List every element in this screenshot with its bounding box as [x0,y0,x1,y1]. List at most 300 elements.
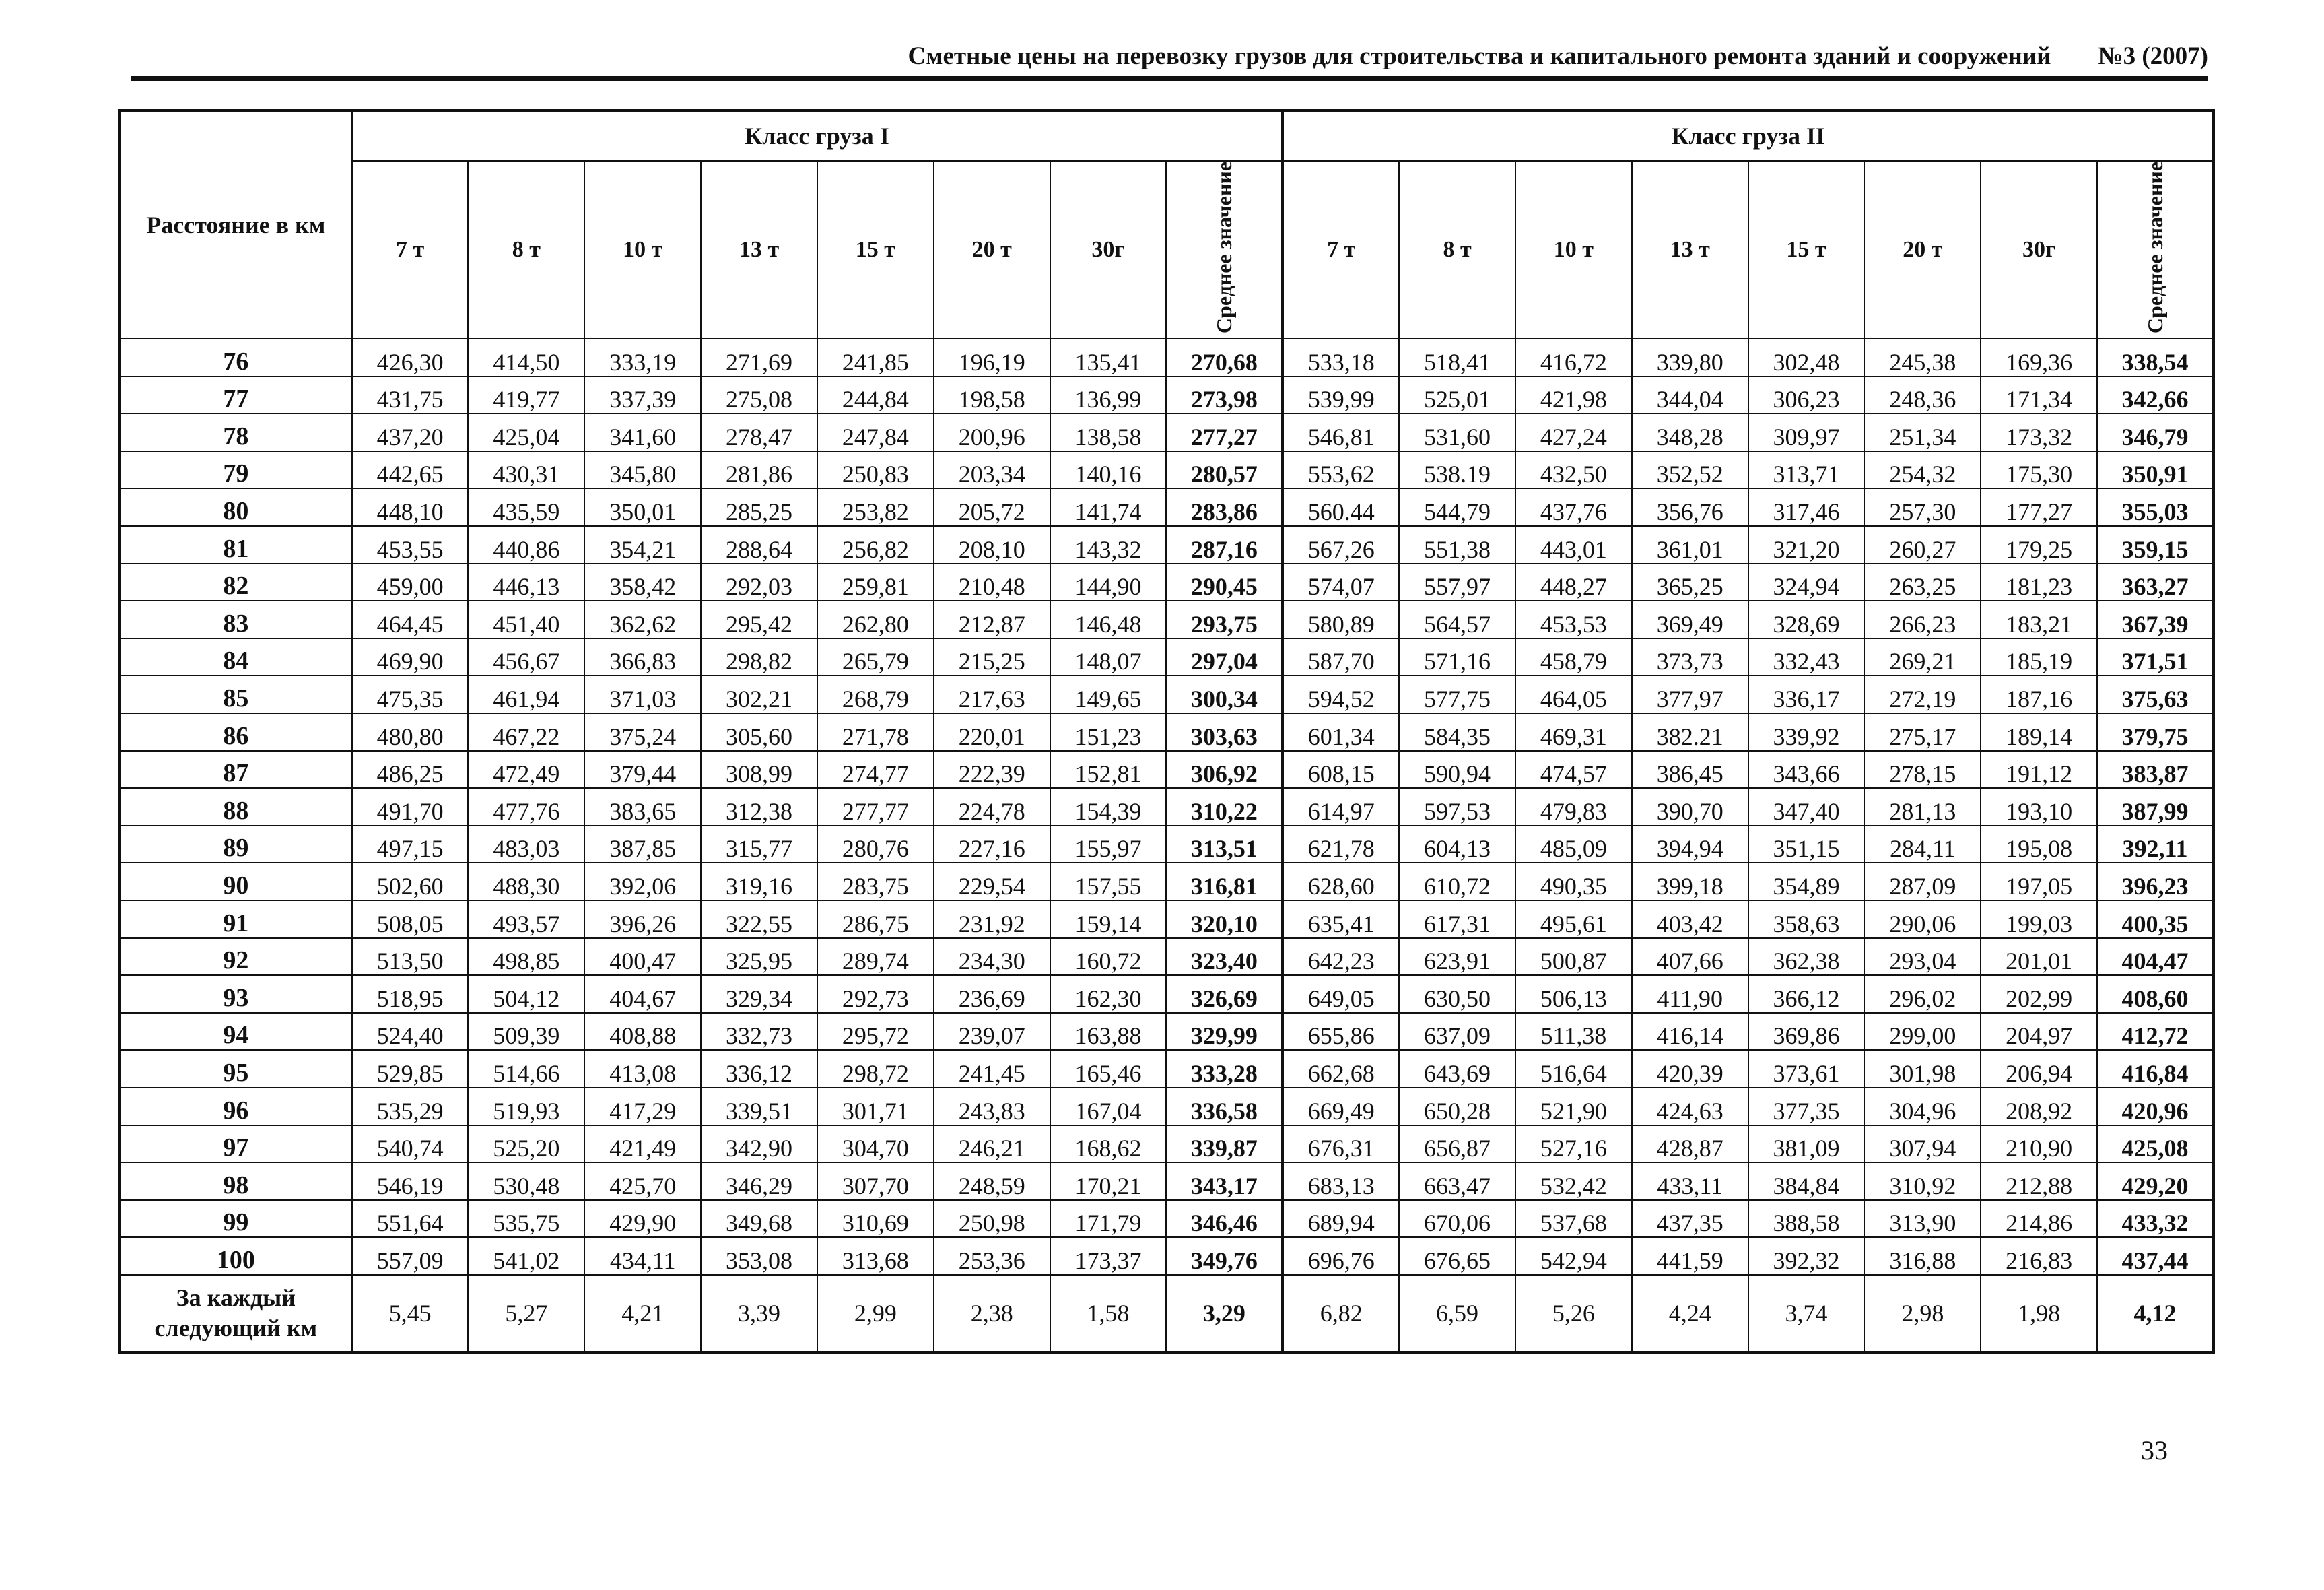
price-cell: 241,85 [817,339,934,376]
price-cell: 587,70 [1283,638,1399,676]
price-cell: 292,73 [817,975,934,1013]
average-cell: 412,72 [2097,1013,2214,1051]
price-cell: 254,32 [1864,451,1981,489]
price-cell: 373,61 [1748,1050,1865,1088]
price-cell: 498,85 [468,938,584,976]
price-cell: 201,01 [1981,938,2097,976]
price-cell: 504,12 [468,975,584,1013]
price-cell: 437,35 [1632,1200,1748,1238]
column-header-label: 20 т [1903,237,1943,263]
average-cell: 371,51 [2097,638,2214,676]
price-cell: 557,09 [352,1237,469,1275]
price-cell: 577,75 [1399,675,1515,713]
price-cell: 459,00 [352,564,469,601]
price-cell: 421,98 [1515,376,1632,414]
price-cell: 193,10 [1981,788,2097,826]
price-cell: 220,01 [934,713,1050,751]
column-header-label: 8 т [1443,237,1472,263]
price-cell: 347,40 [1748,788,1865,826]
price-cell: 290,06 [1864,900,1981,938]
price-cell: 212,87 [934,601,1050,638]
distance-cell: 81 [119,526,352,564]
price-cell: 343,66 [1748,751,1865,789]
price-cell: 601,34 [1283,713,1399,751]
price-cell: 157,55 [1050,863,1167,900]
price-cell: 170,21 [1050,1162,1167,1200]
distance-cell: 89 [119,826,352,863]
price-cell: 295,72 [817,1013,934,1051]
table-row [119,826,2214,863]
price-cell: 518,41 [1399,339,1515,376]
price-cell: 597,53 [1399,788,1515,826]
price-cell: 257,30 [1864,488,1981,526]
price-cell: 358,63 [1748,900,1865,938]
group-header-class-2: Класс груза II [1283,110,2214,161]
price-cell: 287,09 [1864,863,1981,900]
price-cell: 424,63 [1632,1088,1748,1125]
average-cell: 350,91 [2097,451,2214,489]
table-row [119,1088,2214,1125]
column-header-class-1-2 [468,161,584,339]
price-cell: 663,47 [1399,1162,1515,1200]
price-cell: 369,86 [1748,1013,1865,1051]
price-cell: 387,85 [584,826,701,863]
price-cell: 469,31 [1515,713,1632,751]
average-cell: 363,27 [2097,564,2214,601]
average-cell: 416,84 [2097,1050,2214,1088]
price-cell: 475,35 [352,675,469,713]
price-cell: 315,77 [701,826,817,863]
price-cell: 160,72 [1050,938,1167,976]
price-cell: 379,44 [584,751,701,789]
price-cell: 278,15 [1864,751,1981,789]
price-cell: 608,15 [1283,751,1399,789]
price-cell: 514,66 [468,1050,584,1088]
price-cell: 202,99 [1981,975,2097,1013]
price-cell: 464,05 [1515,675,1632,713]
price-cell: 519,93 [468,1088,584,1125]
distance-cell: 96 [119,1088,352,1125]
price-cell: 281,13 [1864,788,1981,826]
price-cell: 472,49 [468,751,584,789]
price-cell: 650,28 [1399,1088,1515,1125]
price-cell: 206,94 [1981,1050,2097,1088]
price-cell: 513,50 [352,938,469,976]
per-km-cell: 3,39 [701,1275,817,1352]
price-cell: 179,25 [1981,526,2097,564]
price-cell: 500,87 [1515,938,1632,976]
price-cell: 689,94 [1283,1200,1399,1238]
price-cell: 333,19 [584,339,701,376]
price-cell: 435,59 [468,488,584,526]
price-cell: 146,48 [1050,601,1167,638]
price-cell: 696,76 [1283,1237,1399,1275]
price-cell: 304,96 [1864,1088,1981,1125]
distance-cell: 79 [119,451,352,489]
average-cell: 320,10 [1166,900,1283,938]
price-cell: 148,07 [1050,638,1167,676]
per-km-cell: 2,98 [1864,1275,1981,1352]
price-cell: 488,30 [468,863,584,900]
price-cell: 189,14 [1981,713,2097,751]
average-cell: 316,81 [1166,863,1283,900]
table-row [119,1013,2214,1051]
price-cell: 312,38 [701,788,817,826]
table-row [119,1050,2214,1088]
price-cell: 288,64 [701,526,817,564]
price-cell: 656,87 [1399,1125,1515,1163]
average-cell: 280,57 [1166,451,1283,489]
price-cell: 495,61 [1515,900,1632,938]
price-cell: 617,31 [1399,900,1515,938]
price-cell: 458,79 [1515,638,1632,676]
table-row [119,376,2214,414]
price-cell: 509,39 [468,1013,584,1051]
price-cell: 443,01 [1515,526,1632,564]
price-cell: 604,13 [1399,826,1515,863]
price-cell: 669,49 [1283,1088,1399,1125]
price-cell: 138,58 [1050,413,1167,451]
price-cell: 307,70 [817,1162,934,1200]
average-cell: 387,99 [2097,788,2214,826]
distance-cell: 99 [119,1200,352,1238]
price-cell: 339,51 [701,1088,817,1125]
price-cell: 479,83 [1515,788,1632,826]
table-row [119,488,2214,526]
price-cell: 643,69 [1399,1050,1515,1088]
price-cell: 215,25 [934,638,1050,676]
price-cell: 168,62 [1050,1125,1167,1163]
table-row [119,788,2214,826]
price-cell: 236,69 [934,975,1050,1013]
price-cell: 535,29 [352,1088,469,1125]
price-cell: 346,29 [701,1162,817,1200]
average-cell: 326,69 [1166,975,1283,1013]
table-row [119,751,2214,789]
price-cell: 637,09 [1399,1013,1515,1051]
document-title: Сметные цены на перевозку грузов для строительства и капитального ремонта зданий и сооружений [908,42,2051,70]
price-cell: 224,78 [934,788,1050,826]
price-cell: 302,48 [1748,339,1865,376]
average-cell: 287,16 [1166,526,1283,564]
column-header-class-1-4 [701,161,817,339]
price-cell: 309,97 [1748,413,1865,451]
price-cell: 511,38 [1515,1013,1632,1051]
price-cell: 399,18 [1632,863,1748,900]
distance-cell: 92 [119,938,352,976]
price-table [118,109,2215,1354]
price-cell: 403,42 [1632,900,1748,938]
price-cell: 434,11 [584,1237,701,1275]
price-cell: 538.19 [1399,451,1515,489]
average-cell: 437,44 [2097,1237,2214,1275]
column-header-label: 8 т [512,237,541,263]
price-cell: 298,82 [701,638,817,676]
price-cell: 524,40 [352,1013,469,1051]
price-cell: 251,34 [1864,413,1981,451]
price-cell: 361,01 [1632,526,1748,564]
price-cell: 541,02 [468,1237,584,1275]
price-cell: 305,60 [701,713,817,751]
distance-cell: 84 [119,638,352,676]
price-cell: 319,16 [701,863,817,900]
price-cell: 425,04 [468,413,584,451]
average-cell: 343,17 [1166,1162,1283,1200]
price-cell: 265,79 [817,638,934,676]
average-cell: 277,27 [1166,413,1283,451]
price-cell: 143,32 [1050,526,1167,564]
price-cell: 420,39 [1632,1050,1748,1088]
table-row [119,1200,2214,1238]
price-cell: 204,97 [1981,1013,2097,1051]
price-cell: 195,08 [1981,826,2097,863]
average-cell: 383,87 [2097,751,2214,789]
price-cell: 628,60 [1283,863,1399,900]
average-cell: 408,60 [2097,975,2214,1013]
table-row [119,564,2214,601]
average-cell: 429,20 [2097,1162,2214,1200]
price-cell: 546,19 [352,1162,469,1200]
price-cell: 490,35 [1515,863,1632,900]
group-header-class-1: Класс груза I [352,110,1283,161]
price-cell: 426,30 [352,339,469,376]
price-cell: 313,90 [1864,1200,1981,1238]
price-cell: 275,08 [701,376,817,414]
per-additional-km-row [119,1275,2214,1352]
price-cell: 407,66 [1632,938,1748,976]
average-cell: 306,92 [1166,751,1283,789]
average-cell: 396,23 [2097,863,2214,900]
price-cell: 621,78 [1283,826,1399,863]
price-cell: 208,92 [1981,1088,2097,1125]
distance-cell: 76 [119,339,352,376]
price-cell: 336,12 [701,1050,817,1088]
price-cell: 451,40 [468,601,584,638]
per-km-cell: 2,99 [817,1275,934,1352]
price-cell: 250,98 [934,1200,1050,1238]
price-cell: 610,72 [1399,863,1515,900]
price-cell: 197,05 [1981,863,2097,900]
distance-cell: 90 [119,863,352,900]
price-cell: 307,94 [1864,1125,1981,1163]
column-header-label: 30г [2022,237,2056,263]
price-cell: 614,97 [1283,788,1399,826]
distance-cell: 83 [119,601,352,638]
price-cell: 486,25 [352,751,469,789]
price-cell: 272,19 [1864,675,1981,713]
price-cell: 416,72 [1515,339,1632,376]
price-cell: 491,70 [352,788,469,826]
column-header-class-1-5 [817,161,934,339]
price-cell: 392,06 [584,863,701,900]
average-cell: 404,47 [2097,938,2214,976]
price-cell: 295,42 [701,601,817,638]
price-cell: 408,88 [584,1013,701,1051]
price-cell: 354,21 [584,526,701,564]
price-cell: 140,16 [1050,451,1167,489]
price-cell: 437,20 [352,413,469,451]
price-cell: 285,25 [701,488,817,526]
price-cell: 388,58 [1748,1200,1865,1238]
price-cell: 567,26 [1283,526,1399,564]
average-cell: 379,75 [2097,713,2214,751]
price-cell: 336,17 [1748,675,1865,713]
price-cell: 544,79 [1399,488,1515,526]
price-cell: 316,88 [1864,1237,1981,1275]
column-header-class-1-3 [584,161,701,339]
price-cell: 453,55 [352,526,469,564]
price-cell: 151,23 [1050,713,1167,751]
price-cell: 205,72 [934,488,1050,526]
price-cell: 200,96 [934,413,1050,451]
column-header-label: Среднее значение [1211,162,1236,334]
price-cell: 280,76 [817,826,934,863]
price-cell: 429,90 [584,1200,701,1238]
price-cell: 239,07 [934,1013,1050,1051]
price-cell: 404,67 [584,975,701,1013]
average-cell: 270,68 [1166,339,1283,376]
table-row [119,413,2214,451]
price-cell: 369,49 [1632,601,1748,638]
column-header-class-2-6 [1864,161,1981,339]
price-cell: 317,46 [1748,488,1865,526]
per-km-cell: 4,24 [1632,1275,1748,1352]
price-cell: 493,57 [468,900,584,938]
price-cell: 529,85 [352,1050,469,1088]
price-cell: 203,34 [934,451,1050,489]
average-cell: 329,99 [1166,1013,1283,1051]
column-header-label: 20 т [971,237,1012,263]
column-header-label: 7 т [1327,237,1356,263]
table-row [119,975,2214,1013]
average-cell: 336,58 [1166,1088,1283,1125]
price-cell: 428,87 [1632,1125,1748,1163]
price-cell: 375,24 [584,713,701,751]
price-cell: 433,11 [1632,1162,1748,1200]
price-cell: 623,91 [1399,938,1515,976]
price-cell: 540,74 [352,1125,469,1163]
column-header-class-2-8 [2097,161,2214,339]
average-cell: 323,40 [1166,938,1283,976]
price-cell: 154,39 [1050,788,1167,826]
average-cell: 425,08 [2097,1125,2214,1163]
price-cell: 212,88 [1981,1162,2097,1200]
distance-cell: 80 [119,488,352,526]
column-header-label: Среднее значение [2142,162,2167,334]
column-header-label: 15 т [855,237,895,263]
price-cell: 516,64 [1515,1050,1632,1088]
average-cell: 367,39 [2097,601,2214,638]
average-cell: 400,35 [2097,900,2214,938]
average-cell: 346,46 [1166,1200,1283,1238]
price-cell: 431,75 [352,376,469,414]
price-cell: 396,26 [584,900,701,938]
price-cell: 448,10 [352,488,469,526]
distance-cell: 88 [119,788,352,826]
per-km-cell: 6,82 [1283,1275,1399,1352]
price-cell: 173,32 [1981,413,2097,451]
price-cell: 250,83 [817,451,934,489]
price-cell: 537,68 [1515,1200,1632,1238]
price-cell: 532,42 [1515,1162,1632,1200]
price-cell: 247,84 [817,413,934,451]
average-cell: 273,98 [1166,376,1283,414]
price-cell: 283,75 [817,863,934,900]
price-cell: 655,86 [1283,1013,1399,1051]
price-cell: 530,48 [468,1162,584,1200]
column-header-label: 10 т [1553,237,1594,263]
average-cell: 355,03 [2097,488,2214,526]
price-cell: 477,76 [468,788,584,826]
price-cell: 508,05 [352,900,469,938]
price-cell: 248,36 [1864,376,1981,414]
price-cell: 442,65 [352,451,469,489]
price-cell: 417,29 [584,1088,701,1125]
price-cell: 521,90 [1515,1088,1632,1125]
average-cell: 359,15 [2097,526,2214,564]
price-cell: 185,19 [1981,638,2097,676]
price-cell: 301,98 [1864,1050,1981,1088]
price-cell: 284,11 [1864,826,1981,863]
column-header-class-1-7 [1050,161,1167,339]
price-cell: 365,25 [1632,564,1748,601]
table-row [119,451,2214,489]
price-cell: 419,77 [468,376,584,414]
per-km-cell: 5,45 [352,1275,469,1352]
average-cell: 346,79 [2097,413,2214,451]
price-cell: 310,92 [1864,1162,1981,1200]
price-cell: 453,53 [1515,601,1632,638]
price-cell: 390,70 [1632,788,1748,826]
price-cell: 268,79 [817,675,934,713]
price-cell: 248,59 [934,1162,1050,1200]
distance-cell: 98 [119,1162,352,1200]
average-cell: 297,04 [1166,638,1283,676]
average-cell: 433,32 [2097,1200,2214,1238]
price-cell: 281,86 [701,451,817,489]
per-km-cell: 4,12 [2097,1275,2214,1352]
price-cell: 441,59 [1632,1237,1748,1275]
distance-cell: 87 [119,751,352,789]
price-cell: 676,65 [1399,1237,1515,1275]
price-cell: 304,70 [817,1125,934,1163]
price-cell: 432,50 [1515,451,1632,489]
price-cell: 222,39 [934,751,1050,789]
price-cell: 175,30 [1981,451,2097,489]
average-cell: 392,11 [2097,826,2214,863]
price-cell: 263,25 [1864,564,1981,601]
average-cell: 338,54 [2097,339,2214,376]
price-cell: 421,49 [584,1125,701,1163]
price-cell: 227,16 [934,826,1050,863]
average-cell: 420,96 [2097,1088,2214,1125]
header-row-groups [119,110,2214,161]
price-cell: 356,76 [1632,488,1748,526]
price-cell: 630,50 [1399,975,1515,1013]
price-cell: 662,68 [1283,1050,1399,1088]
price-cell: 313,71 [1748,451,1865,489]
price-cell: 350,01 [584,488,701,526]
price-cell: 362,38 [1748,938,1865,976]
table-row [119,339,2214,376]
table-row [119,713,2214,751]
price-cell: 313,68 [817,1237,934,1275]
price-cell: 262,80 [817,601,934,638]
price-cell: 518,95 [352,975,469,1013]
distance-cell: 77 [119,376,352,414]
column-header-label: 7 т [395,237,425,263]
price-cell: 306,23 [1748,376,1865,414]
